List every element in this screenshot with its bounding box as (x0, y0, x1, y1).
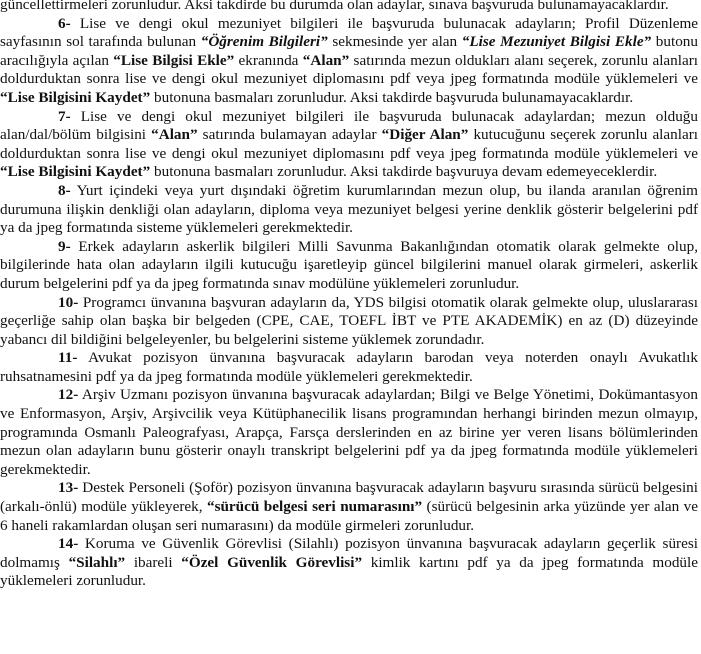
emphasis-text: “Alan” (151, 126, 198, 144)
body-text: butonu aracılığıyla açılan (0, 33, 698, 69)
body-text: Koruma ve Güvenlik Görevlisi (Silahlı) pozisyon ünvanına başvuracak adayların geçerlik süresi dolmamış (0, 535, 698, 571)
body-text: Lise ve dengi okul mezuniyet bilgileri ile başvuruda bulunacak adayların; Profil Düzenleme sayfasının sol tarafında bulunan (0, 14, 698, 51)
item-number: 8- (58, 181, 71, 199)
paragraph-9 (0, 238, 698, 294)
emphasis-text: “Lise Bilgisini Kaydet” (0, 88, 151, 106)
emphasis-text: “Özel Güvenlik Görevlisi” (181, 553, 363, 571)
body-text: Lise ve dengi okul mezuniyet bilgileri ile başvuruda bulunacak adaylardan; mezun olduğu alan/dal/bölüm bilgisini (0, 107, 698, 144)
body-text: butonuna basmaları zorunludur. Aksi takdirde başvuruda bulunamayacaklardır. (150, 88, 634, 106)
emphasis-text: “Lise Bilgisi Ekle” (113, 51, 235, 69)
body-text: ibareli (125, 553, 182, 571)
body-text: satırında bulamayan adaylar (197, 126, 382, 144)
paragraph-13 (0, 479, 698, 535)
emphasis-text: “sürücü belgesi seri numarasını” (206, 498, 423, 516)
item-number: 13- (58, 479, 79, 497)
body-text: butonuna basmaları zorunludur. Aksi takdirde başvuruya devam edemeyeceklerdir. (150, 163, 658, 181)
paragraph-6 (0, 15, 698, 108)
emphasis-text: “Silahlı” (68, 553, 126, 571)
paragraph-8 (0, 182, 698, 238)
body-text: kutucuğunu seçerek zorunlu alanları doldurduktan sonra lise ve dengi okul mezuniyet diplomasını pdf veya jpeg formatında modüle yüklemeleri ve (0, 126, 698, 162)
body-text: satırında mezun oldukları alanı seçerek, zorunlu alanları doldurduktan sonra lise ve dengi okul mezuniyet diplomasını pdf veya jpeg formatında modüle yüklemeleri ve (0, 51, 699, 88)
item-number: 10- (58, 293, 79, 311)
body-text: Avukat pozisyon ünvanına başvuracak adayların barodan veya noterden onaylı Avukatlık ruhsatnamesini pdf ya da jpeg formatında modüle yüklemeleri gerekmektedir. (0, 349, 698, 385)
emphasis-text: “Lise Mezuniyet Bilgisi Ekle” (461, 33, 652, 51)
paragraph-7 (0, 108, 698, 182)
item-number: 7- (58, 107, 71, 125)
body-text: sekmesinde yer alan (327, 33, 462, 51)
item-number: 11- (58, 349, 78, 367)
paragraph-12 (0, 386, 698, 479)
emphasis-text: “Lise Bilgisini Kaydet” (0, 163, 151, 181)
item-number: 9- (58, 237, 71, 255)
paragraph-14 (0, 535, 698, 591)
emphasis-text: “Öğrenim Bilgileri” (200, 33, 328, 51)
item-number: 12- (58, 386, 79, 404)
body-text: kimlik kartını pdf ya da jpeg formatında modüle yüklemeleri zorunludur. (0, 553, 698, 590)
paragraph-10 (0, 294, 698, 350)
item-number: 14- (58, 535, 79, 553)
paragraph-5-continuation: güncellettirmeleri zorunludur. Aksi takdirde bu durumda olan adaylar, sınava başvuruda bulunamayacaklardır. (0, 0, 669, 13)
body-text: Arşiv Uzmanı pozisyon ünvanına başvuracak adaylardan; Bilgi ve Belge Yönetimi, Dokümantasyon ve Enformasyon, Arşiv, Arşivcilik veya Kütüphanecilik lisans programından herhangi birinden mezun olmayıp, programında Osmanlı Paleografyası, Arapça, Farsça derslerinden en az birine yer veren lisans bölümlerinden mezun olan adayların bunu gösterir onaylı transkript belgelerini pdf ya da jpeg formatında modüle yüklemeleri gerekmektedir. (0, 386, 698, 478)
body-text: ekranında (234, 51, 303, 69)
emphasis-text: “Alan” (302, 51, 350, 69)
item-number: 6- (58, 14, 71, 32)
paragraph-11 (0, 349, 698, 386)
body-text: Destek Personeli (Şoför) pozisyon ünvanına başvuracak adayların başvuru sırasında sürücü belgesini (arkalı-önlü) modüle yükleyerek, (0, 479, 698, 516)
emphasis-text: “Diğer Alan” (381, 126, 469, 144)
body-text: (sürücü belgesinin arka yüzünde yer alan ve 6 haneli rakamlardan oluşan seri numarasını) da modüle girmeleri zorunludur. (0, 498, 698, 534)
body-text: Erkek adayların askerlik bilgileri Milli Savunma Bakanlığından otomatik olarak gelmekte olup, bilgilerinde hata olan adayların ilgili kutucuğu işaretleyip güncel bilgilerini manuel olarak girmeleri, askerlik durum belgelerini pdf ya da jpeg formatında sınav modülüne yüklemeleri zorunludur. (0, 237, 698, 292)
body-text: Programcı ünvanına başvuran adayların da, YDS bilgisi otomatik olarak gelmekte olup, uluslararası geçerliğe sahip olan başka bir belgeden (CPE, CAE, TOEFL İBT ve PTE AKADEMİK) en az (D) düzeyinde yabancı dil bildiğini belgeleyenler, bu belgelerini sisteme yüklemek zorundadır. (0, 293, 698, 348)
body-text: Yurt içindeki veya yurt dışındaki öğretim kurumlarından mezun olup, bu ilanda aranılan öğrenim durumuna ilişkin denkliği olan adayların, diploma veya mezuniyet belgesi yerine denklik gösterir belgelerini pdf ya da jpeg formatında sisteme yüklemeleri gerekmektedir. (0, 181, 698, 237)
